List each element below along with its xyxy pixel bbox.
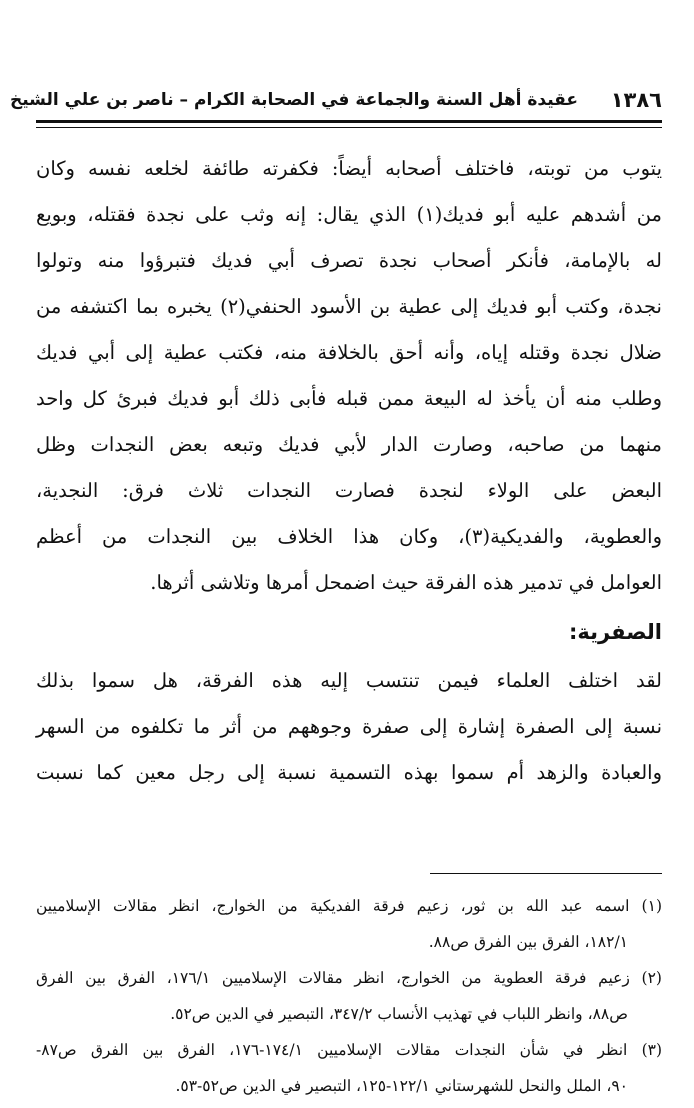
text-line: له بالإمامة، فأنكر أصحاب نجدة تصرف أبي فديك فتبرؤوا منه وتولوا	[36, 249, 662, 272]
page-number: ١٣٨٦	[610, 88, 662, 112]
text-line: والعبادة والزهد أم سموا بهذه التسمية نسبة إلى رجل معين كما نسبت	[36, 761, 662, 784]
text-line: منهما من صاحبه، وصارت الدار لأبي فديك وتبعه بعض النجدات وظل	[36, 433, 662, 456]
footnote-2-line-1: (٢) زعيم فرقة العطوية من الخوارج، انظر مقالات الإسلاميين ١٧٦/١، الفرق بين الفرق	[36, 969, 662, 987]
footnote-3-line-1: (٣) انظر في شأن النجدات مقالات الإسلاميين ١٧٤/١-١٧٦، الفرق بين الفرق ص٨٧-	[36, 1041, 663, 1059]
footnotes	[36, 888, 662, 1104]
section-heading: الصفرية:	[569, 620, 662, 644]
header-rule-thin	[36, 127, 662, 128]
text-line: العوامل في تدمير هذه الفرقة حيث اضمحل أمرها وتلاشى أثرها.	[150, 571, 662, 594]
text-line: نسبة إلى الصفرة إشارة إلى صفرة وجوههم من أثر ما تكلفوه من السهر	[36, 715, 662, 738]
text-line: لقد اختلف العلماء فيمن تنتسب إليه هذه الفرقة، هل سموا بذلك	[36, 669, 662, 692]
text-line: من أشدهم عليه أبو فديك(١) الذي يقال: إنه وثب على نجدة فقتله، وبويع	[36, 203, 663, 226]
footnote-1-line-1: (١) اسمه عبد الله بن ثور، زعيم فرقة الفديكية من الخوارج، انظر مقالات الإسلاميين	[36, 897, 662, 915]
running-title: عقيدة أهل السنة والجماعة في الصحابة الكرام – ناصر بن علي الشيخ	[9, 90, 578, 110]
main-text	[36, 146, 662, 796]
header-rule-thick	[36, 120, 662, 123]
footnote-1-line-2: ١٨٢/١، الفرق بين الفرق ص٨٨.	[428, 933, 628, 951]
book-page	[9, 80, 663, 1095]
text-line: ضلال نجدة وقتله إياه، وأنه أحق بالخلافة منه، فكتب عطية إلى أبي فديك	[36, 341, 662, 364]
text-line: وطلب منه أن يأخذ له البيعة ممن قبله فأبى ذلك أبو فديك فبرئ كل واحد	[36, 387, 662, 410]
footnote-separator	[430, 873, 662, 874]
text-line: يتوب من توبته، فاختلف أصحابه أيضاً: فكفرته طائفة لخلعه نفسه وكان	[36, 157, 662, 180]
page-header	[9, 80, 662, 120]
footnote-2-line-2: ص٨٨، وانظر اللباب في تهذيب الأنساب ٣٤٧/٢، التبصير في الدين ص٥٢.	[170, 1005, 628, 1023]
text-line: البعض على الولاء لنجدة فصارت النجدات ثلاث فرق: النجدية،	[36, 479, 662, 502]
text-line: والعطوية، والفديكية(٣)، وكان هذا الخلاف بين النجدات من أعظم	[36, 525, 662, 548]
footnote-3-line-2: ٩٠، الملل والنحل للشهرستاني ١٢٢/١-١٢٥، التبصير في الدين ص٥٢-٥٣.	[175, 1077, 628, 1095]
text-line: نجدة، وكتب أبو فديك إلى عطية بن الأسود الحنفي(٢) يخبره بما اكتشفه من	[36, 295, 662, 318]
